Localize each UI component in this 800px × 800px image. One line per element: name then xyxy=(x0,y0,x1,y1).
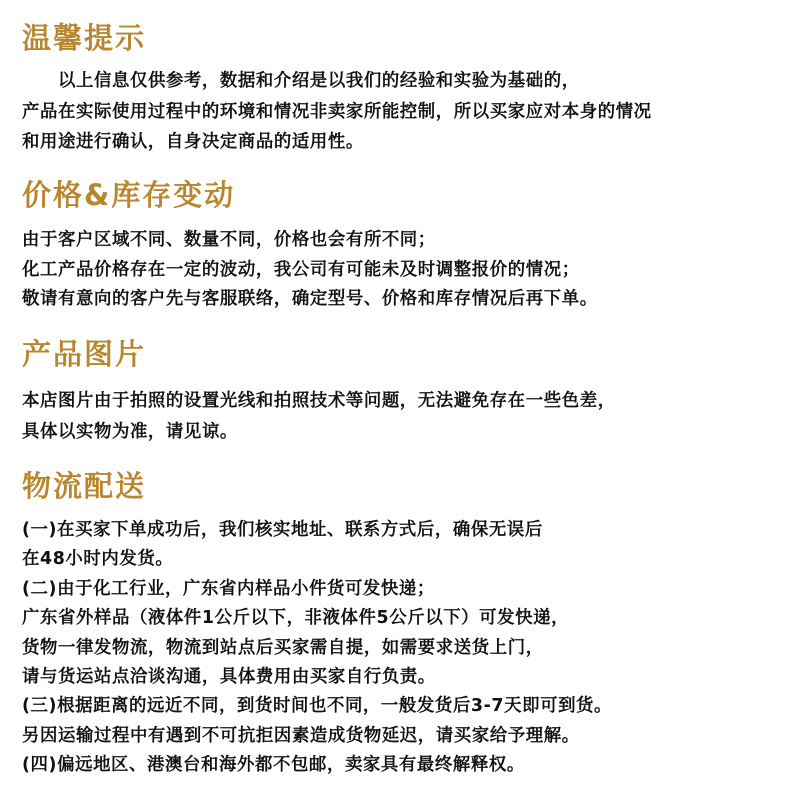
text-line: 和用途进行确认，自身决定商品的适用性。 xyxy=(22,132,364,152)
text-line: 产品在实际使用过程中的环境和情况非卖家所能控制，所以买家应对本身的情况 xyxy=(22,101,652,122)
text-line: 敬请有意向的客户先与客服联络，确定型号、价格和库存情况后再下单。 xyxy=(22,289,598,309)
section-body-logistics xyxy=(22,516,792,781)
text-line: 货物一律发物流，物流到站点后买家需自提，如需要求送货上门， xyxy=(22,637,544,658)
text-line: 具体以实物为准，请见谅。 xyxy=(22,422,238,442)
text-line: (一)在买家下单成功后，我们核实地址、联系方式后，确保无误后 xyxy=(22,520,543,540)
section-body-tips xyxy=(22,66,792,158)
text-line: 请与货运站点洽谈沟通，具体费用由买家自行负责。 xyxy=(22,667,436,688)
section-body-price-stock xyxy=(22,226,792,315)
text-line: (三)根据距离的远近不同，到货时间也不同，一般发货后3-7天即可到货。 xyxy=(22,696,613,717)
text-line: 在48小时内发货。 xyxy=(22,549,174,570)
text-line: 本店图片由于拍照的设置光线和拍照技术等问题，无法避免存在一些色差， xyxy=(22,391,616,411)
text-line: 由于客户区域不同、数量不同，价格也会有所不同； xyxy=(22,230,436,250)
text-line: 广东省外样品（液体件1公斤以下，非液体件5公斤以下）可发快递， xyxy=(22,608,570,629)
text-line: 另因运输过程中有遇到不可抗拒因素造成货物延迟，请买家给予理解。 xyxy=(22,725,580,746)
section-title-price-stock: 价格&库存变动 xyxy=(22,178,236,212)
text-line: 以上信息仅供参考，数据和介绍是以我们的经验和实验为基础的， xyxy=(58,71,580,91)
section-title-tips: 温馨提示 xyxy=(22,21,147,55)
section-title-logistics: 物流配送 xyxy=(22,469,147,503)
text-line: 化工产品价格存在一定的波动，我公司有可能未及时调整报价的情况； xyxy=(22,259,580,280)
section-title-product-images: 产品图片 xyxy=(22,337,147,371)
text-line: (四)偏远地区、港澳台和海外都不包邮，卖家具有最终解释权。 xyxy=(22,755,525,776)
section-body-product-images xyxy=(22,386,792,448)
text-line: (二)由于化工行业，广东省内样品小件货可发快递； xyxy=(22,578,435,599)
